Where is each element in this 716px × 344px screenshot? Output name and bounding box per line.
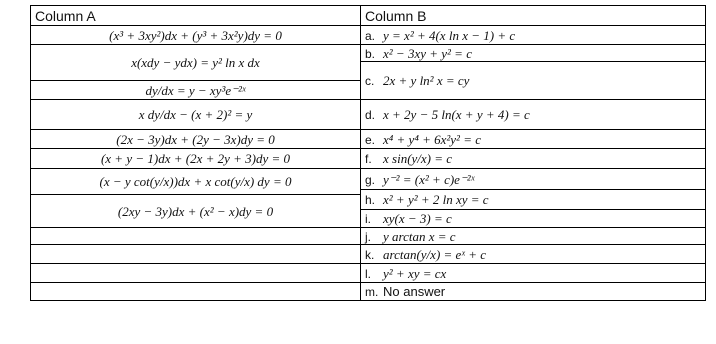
column-b-header: Column B [361, 6, 706, 26]
answer-letter: j. [365, 229, 371, 244]
answer-letter: i. [365, 212, 371, 226]
answer-expression: y⁻² = (x² + c)e⁻²ˣ [383, 171, 475, 187]
answer-expression: x + 2y − 5 ln(x + y + 4) = c [383, 107, 530, 122]
table-row [31, 100, 706, 130]
answer-expression: xy(x − 3) = c [383, 211, 452, 226]
answer-expression: y = x² + 4(x ln x − 1) + c [383, 27, 516, 43]
column-a-equation: (x + y − 1)dx + (2x + 2y + 3)dy = 0 [31, 149, 361, 169]
column-a-equation: (2xy − 3y)dx + (x² − x)dy = 0 [31, 195, 361, 228]
answer-expression: 2x + y ln² x = cy [383, 73, 470, 88]
column-a-header: Column A [31, 6, 361, 26]
answer-expression: y² + xy = cx [383, 265, 447, 281]
answer-expression: x² − 3xy + y² = c [383, 45, 472, 61]
column-a-empty-cell [31, 228, 361, 245]
answer-letter: c. [365, 74, 375, 88]
column-a-empty-cell [31, 283, 361, 301]
column-a-equation: (2x − 3y)dx + (2y − 3x)dy = 0 [31, 130, 361, 149]
answer-expression: x⁴ + y⁴ + 6x²y² = c [383, 131, 482, 147]
answer-expression: arctan(y/x) = eˣ + c [383, 246, 487, 262]
column-b-answer [361, 190, 706, 210]
table-row [31, 130, 706, 149]
answer-letter: e. [365, 132, 376, 147]
answer-letter: h. [365, 193, 376, 207]
column-b-answer [361, 169, 706, 190]
column-b-answer [361, 45, 706, 62]
answer-expression: y arctan x = c [383, 228, 456, 244]
answer-letter: g. [365, 172, 376, 187]
answer-expression: x sin(y/x) = c [383, 151, 453, 166]
table-row [31, 245, 706, 264]
column-b-answer [361, 210, 706, 228]
column-a-equation: (x − y cot(y/x))dx + x cot(y/x) dy = 0 [31, 169, 361, 195]
answer-letter: b. [365, 46, 376, 61]
column-a-equation: x dy/dx − (x + 2)² = y [31, 100, 361, 130]
column-b-answer [361, 283, 706, 301]
answer-letter: f. [365, 152, 372, 166]
answer-expression: x² + y² + 2 ln xy = c [383, 192, 489, 207]
column-a-empty-cell [31, 264, 361, 283]
column-b-answer [361, 62, 706, 100]
answer-letter: k. [365, 247, 375, 262]
header-row [31, 6, 706, 26]
table-row [31, 264, 706, 283]
column-a-empty-cell [31, 245, 361, 264]
table-row [31, 45, 706, 62]
table-row [31, 169, 706, 190]
column-a-equation: (x³ + 3xy²)dx + (y³ + 3x²y)dy = 0 [31, 26, 361, 45]
column-b-answer [361, 228, 706, 245]
table-row [31, 283, 706, 301]
answer-letter: l. [365, 266, 371, 281]
column-a-equation: x(xdy − ydx) = y² ln x dx [31, 45, 361, 81]
column-b-answer [361, 130, 706, 149]
column-b-answer [361, 26, 706, 45]
column-b-answer [361, 149, 706, 169]
table-row [31, 228, 706, 245]
answer-letter: a. [365, 28, 376, 43]
table-row [31, 149, 706, 169]
answer-expression: No answer [383, 284, 446, 299]
answer-letter: m. [365, 285, 379, 299]
answer-letter: d. [365, 108, 376, 122]
column-b-answer [361, 245, 706, 264]
matching-table [30, 5, 706, 301]
column-b-answer [361, 264, 706, 283]
column-b-answer [361, 100, 706, 130]
column-a-equation: dy/dx = y − xy³e⁻²ˣ [31, 81, 361, 100]
table-row [31, 26, 706, 45]
